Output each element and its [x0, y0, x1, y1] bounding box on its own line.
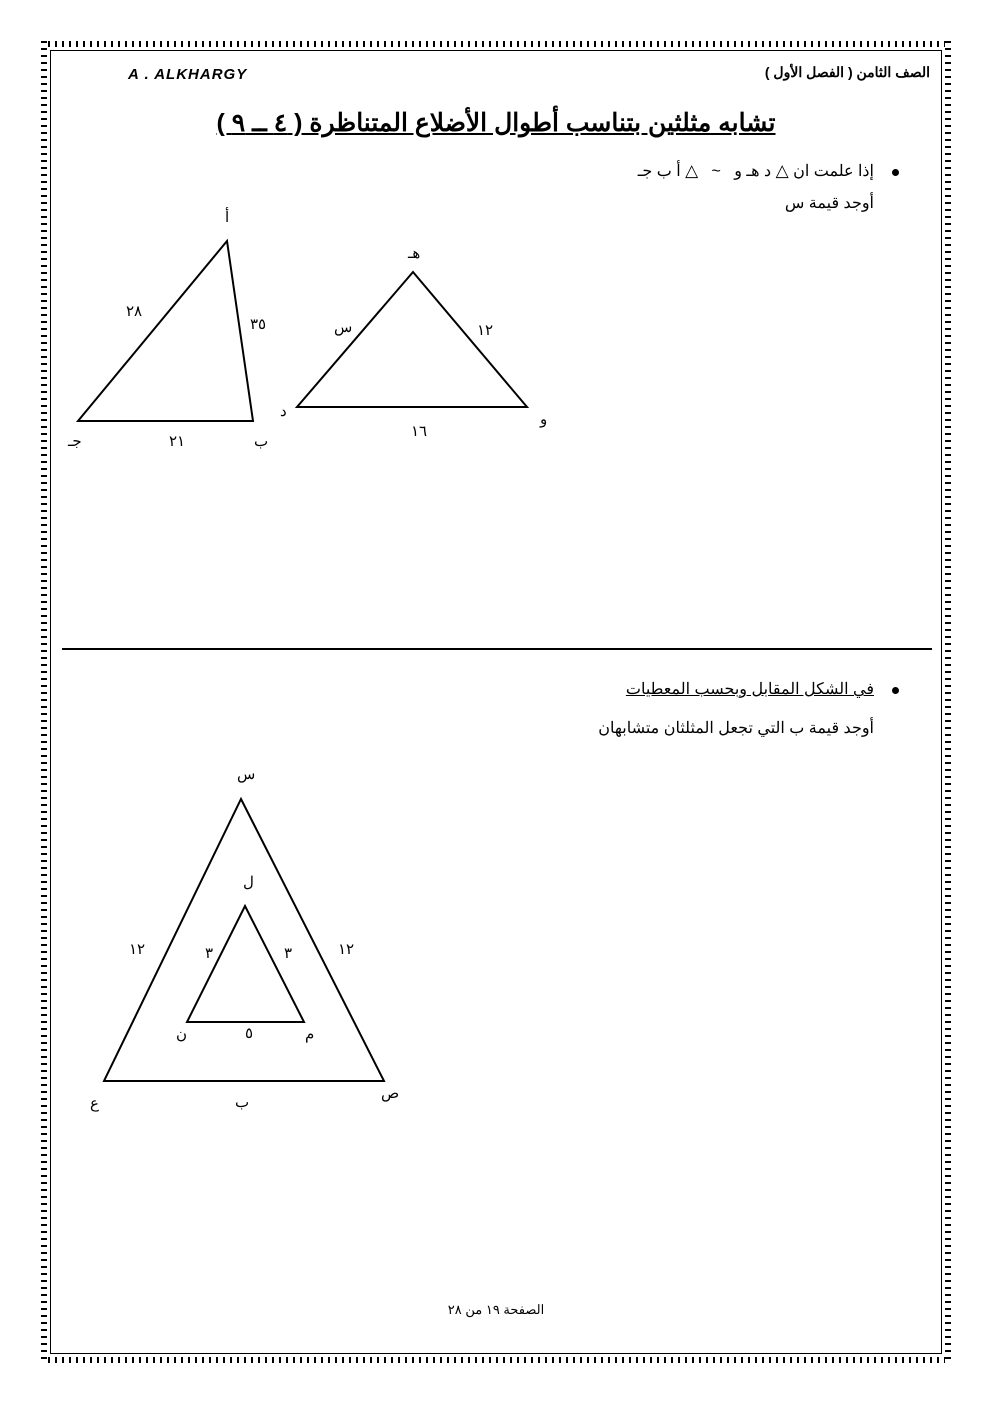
side-aj-label: ٢٨	[126, 303, 143, 320]
similar-symbol: ~	[711, 163, 721, 180]
triangle-symbol-icon: △	[685, 161, 699, 180]
vertex-m-label: م	[305, 1026, 315, 1043]
section-divider	[62, 648, 932, 650]
q1-text-b: د هـ و	[734, 163, 772, 180]
q1-text-a: إذا علمت ان	[793, 163, 874, 180]
inner-side-base-label: ٥	[245, 1025, 254, 1042]
side-ab-label: ٣٥	[250, 316, 267, 333]
vertex-h-label: هـ	[408, 245, 421, 262]
side-bj-label: ٢١	[169, 433, 186, 450]
page-number: الصفحة ١٩ من ٢٨	[447, 1302, 545, 1317]
inner-side-right-label: ٣	[284, 945, 293, 962]
side-dw-label: ١٦	[411, 423, 428, 440]
vertex-w-label: و	[540, 411, 548, 428]
outer-side-base-label: ب	[235, 1094, 250, 1111]
question2-line2: أوجد قيمة ب التي تجعل المثلثان متشابهان	[598, 720, 874, 737]
question2-line1	[626, 679, 874, 699]
side-dh-label: س	[334, 319, 353, 336]
triangle-abj	[78, 241, 253, 421]
page-title-text: تشابه مثلثين بتناسب أطوال الأضلاع المتناظرة ( ٤ ــ ٩ )	[216, 109, 776, 137]
vertex-s-label: س	[237, 766, 256, 783]
side-hw-label: ١٢	[477, 322, 494, 339]
vertex-ain-label: ع	[90, 1095, 99, 1112]
vertex-sad-label: ص	[381, 1085, 400, 1102]
question1-line2: أوجد قيمة س	[784, 195, 874, 212]
outer-side-right-label: ١٢	[338, 941, 355, 958]
bullet-icon	[892, 687, 899, 694]
q1-text-c: أ ب جـ	[637, 163, 681, 180]
author-name: A . ALKHARGY	[128, 66, 248, 83]
triangle-symbol-icon: △	[775, 161, 789, 180]
vertex-a-label: أ	[225, 209, 230, 226]
inner-triangle	[187, 906, 304, 1022]
inner-side-left-label: ٣	[205, 945, 214, 962]
grade-label: الصف الثامن ( الفصل الأول )	[764, 64, 930, 80]
vertex-n-label: ن	[176, 1026, 188, 1043]
vertex-b-label: ب	[254, 433, 269, 450]
vertex-l-label: ل	[243, 874, 254, 891]
triangle-dhw	[297, 272, 527, 407]
outer-side-left-label: ١٢	[129, 941, 146, 958]
q2-underlined-text: في الشكل المقابل وبحسب المعطيات	[625, 681, 874, 698]
vertex-d-label: د	[280, 403, 287, 420]
vertex-j-label: جـ	[68, 433, 82, 450]
